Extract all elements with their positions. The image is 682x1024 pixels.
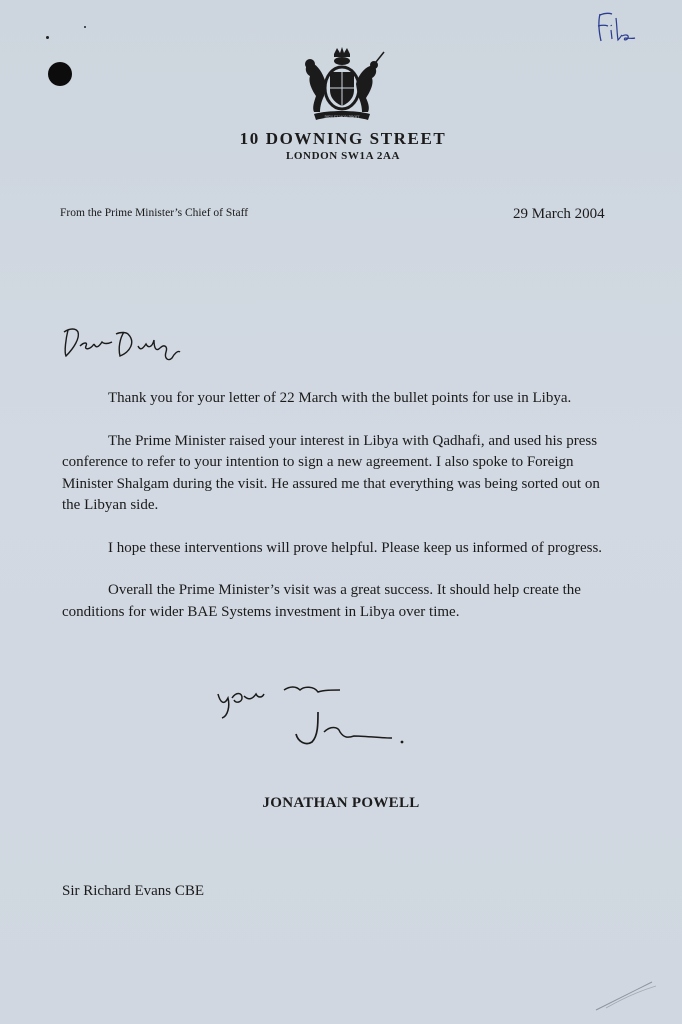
body-paragraph: Thank you for your letter of 22 March with the bullet points for use in Libya. [108,390,572,406]
paper-speck [84,26,86,28]
signer-name: JONATHAN POWELL [262,795,420,811]
paper-speck [46,36,49,39]
punch-hole [48,62,72,86]
letterhead-address-street: 10 DOWNING STREET [239,129,447,148]
file-handwritten-note [592,8,640,48]
body-paragraph: Overall the Prime Minister’s visit was a great success. It should help create the conditions for wider BAE Systems investment in Libya over time. [62,582,581,620]
letter-date: 29 March 2004 [513,206,605,222]
royal-coat-of-arms-icon [294,44,390,124]
recipient-name: Sir Richard Evans CBE [62,883,205,899]
crest-motto: DIEU ET MON DROIT [324,115,360,120]
letter-body [62,388,614,644]
body-paragraph: I hope these interventions will prove helpful. Please keep us informed of progress. [108,539,603,556]
pencil-mark [592,978,662,1014]
letterhead-address-city: LONDON SW1A 2AA [285,150,401,162]
handwritten-signoff [214,676,414,756]
body-paragraph: The Prime Minister raised your interest in Libya with Qadhafi, and used his press conference to refer to your intention to sign a new agreement. I also spoke to Foreign Minister Shalgam during the visit. He assured me that everything was being sorted out on the Libyan side. [62,432,600,513]
handwritten-salutation [60,322,184,366]
from-line: From the Prime Minister’s Chief of Staff [60,207,249,219]
